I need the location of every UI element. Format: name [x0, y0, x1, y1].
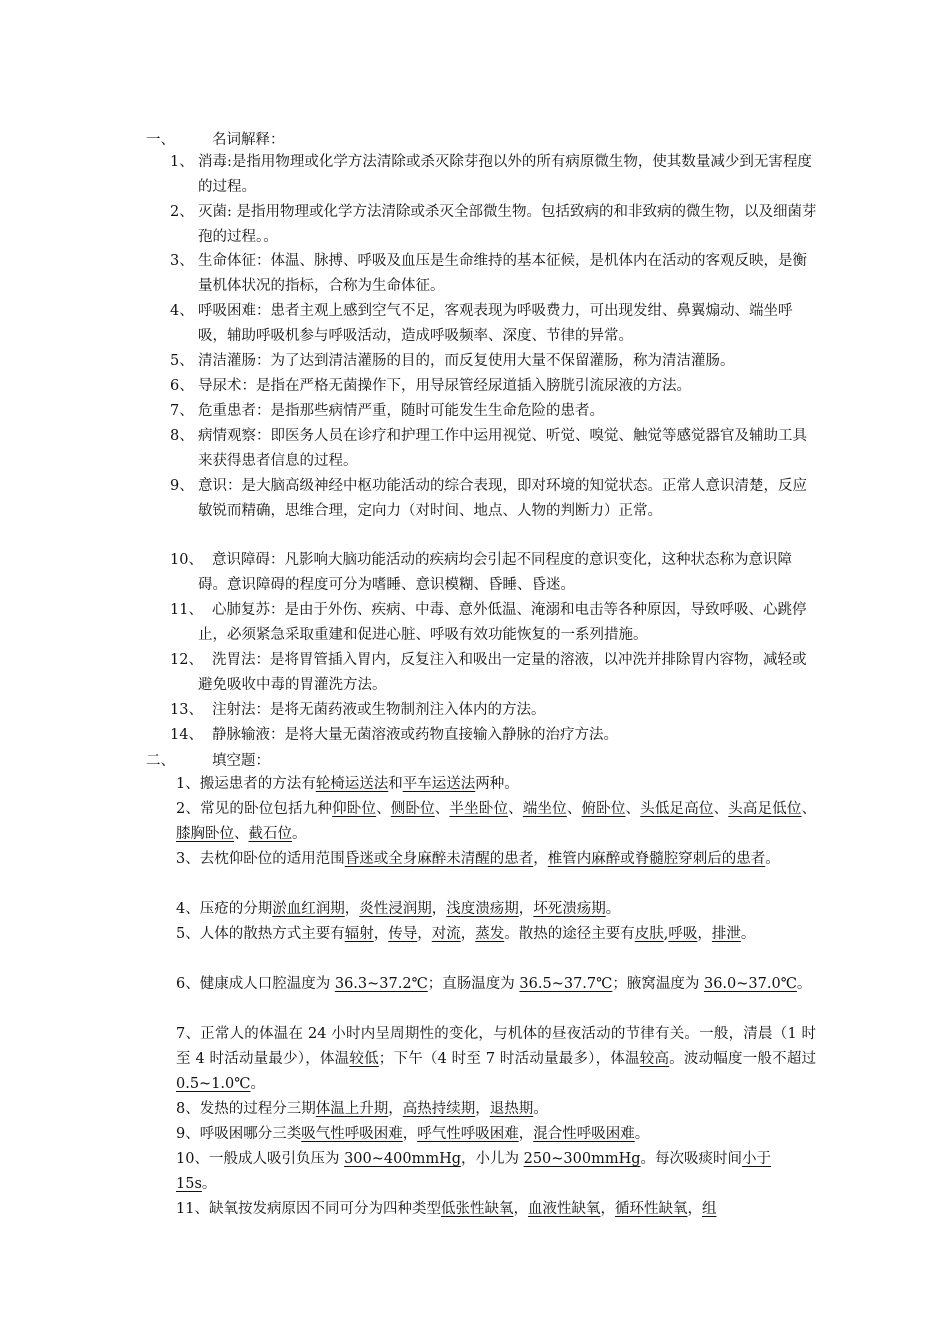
fill-item [176, 1197, 816, 1222]
fill-item [176, 972, 816, 997]
answer-blank: 体温上升期 [315, 1101, 389, 1117]
item-text: 意识：是大脑高级神经中枢功能活动的综合表现，即对环境的知觉状态。正常人意识清楚，反应敏锐而精确，思维合理，定向力（对时间、地点、人物的判断力）正常。 [198, 478, 807, 519]
question-text: ， [687, 1201, 702, 1217]
definition-item [170, 598, 820, 648]
question-text: 。 [292, 826, 307, 842]
answer-blank: 轮椅运送法 [315, 776, 389, 792]
question-text: 、 [508, 801, 523, 817]
answer-blank: 半坐卧位 [449, 801, 509, 817]
question-text: ， [373, 926, 389, 942]
question-text: 2、常见的卧位包括九种 [176, 801, 333, 817]
item-number: 5、 [170, 353, 194, 369]
item-number: 3、 [170, 253, 194, 269]
question-text: ， [600, 1201, 615, 1217]
answer-blank: 平车运送法 [402, 776, 476, 792]
answer-blank: 36.0~37.0℃ [703, 976, 797, 992]
fill-item [176, 847, 816, 872]
item-text: 生命体征：体温、脉搏、呼吸及血压是生命维持的基本征候，是机体内在活动的客观反映，是衡量机体状况的指标，合称为生命体征。 [198, 253, 807, 294]
answer-blank: 头高足低位 [728, 801, 802, 817]
question-text: ， [518, 901, 534, 917]
question-text: ， [460, 926, 476, 942]
answer-blank: 低张性缺氧 [440, 1201, 514, 1217]
fill-item [176, 772, 816, 797]
answer-blank: 炎性浸润期 [359, 901, 432, 917]
fill-item [176, 1122, 816, 1147]
question-text: 。 [250, 1076, 265, 1092]
answer-blank: 头低足高位 [640, 801, 714, 817]
answer-blank: 300~400mmHg [344, 1151, 461, 1167]
section-number: 一、 [146, 132, 175, 148]
section-title: 填空题： [212, 753, 270, 769]
answer-blank: 高热持续期 [402, 1101, 476, 1117]
answer-blank: 坏死溃疡期 [533, 901, 606, 917]
answer-blank: 截石位 [248, 826, 292, 842]
question-text: 3、去枕仰卧位的适用范围 [176, 851, 345, 867]
question-text: 。 [796, 976, 812, 992]
question-text: 、 [376, 801, 391, 817]
section-title: 名词解释： [212, 132, 285, 148]
definition-item [170, 474, 820, 524]
answer-blank: 组 [701, 1201, 717, 1217]
question-text: 11、缺氧按发病原因不同可分为四种类型 [176, 1201, 441, 1217]
section-heading-1 [146, 128, 285, 149]
question-text: ；下午（4 时至 7 时活动量最多），体温 [378, 1051, 640, 1067]
question-text: ， [402, 1126, 418, 1142]
item-text: 注射法：是将无菌药液或生物制剂注入体内的方法。 [212, 702, 546, 718]
item-number: 4、 [170, 303, 194, 319]
answer-blank: 膝胸卧位 [176, 826, 234, 842]
item-number: 7、 [170, 403, 194, 419]
question-text: 两种。 [475, 776, 519, 792]
definition-item [170, 349, 820, 374]
question-text: 。 [740, 926, 756, 942]
definition-item [170, 548, 820, 598]
answer-blank: 椎管内麻醉或脊髓腔穿刺后的患者 [547, 851, 766, 867]
fill-item [176, 897, 816, 922]
answer-blank: 退热期 [489, 1101, 534, 1117]
definition-item [170, 200, 820, 250]
answer-blank: 混合性呼吸困难 [533, 1126, 635, 1142]
fill-item [176, 1022, 816, 1097]
question-text: ， [344, 901, 360, 917]
definition-item [170, 399, 820, 424]
question-text: 9、呼吸困哪分三类 [176, 1126, 302, 1142]
question-text: ， [388, 1101, 403, 1117]
answer-blank: 小于 15s [176, 1151, 772, 1192]
question-text: ， [513, 1201, 528, 1217]
question-text: 1、搬运患者的方法有 [176, 776, 316, 792]
item-text: 意识障碍：凡影响大脑功能活动的疾病均会引起不同程度的意识变化，这种状态称为意识障碍。意识障碍的程度可分为嗜睡、意识模糊、昏睡、昏迷。 [198, 552, 792, 593]
question-text: 7、正常人的体温在 24 小时内呈周期性的变化，与机体的昼夜活动的节律有关。一般，清晨（1 时至 4 时活动量最少），体温 [176, 1026, 816, 1067]
question-text: 。 [765, 851, 780, 867]
answer-blank: 吸气性呼吸困难 [301, 1126, 403, 1142]
item-text: 心肺复苏：是由于外伤、疾病、中毒、意外低温、淹溺和电击等各种原因，导致呼吸、心跳停止，必须紧急采取重建和促进心脏、呼吸有效功能恢复的一系列措施。 [198, 602, 807, 643]
item-number: 14、 [170, 727, 203, 743]
question-text: 、 [234, 826, 249, 842]
item-text: 清洁灌肠：为了达到清洁灌肠的目的，而反复使用大量不保留灌肠，称为清洁灌肠。 [198, 353, 735, 369]
item-text: 洗胃法：是将胃管插入胃内，反复注入和吸出一定量的溶液，以冲洗并排除胃内容物，减轻或避免吸收中毒的胃灌洗方法。 [198, 652, 807, 693]
section-heading-2 [146, 749, 270, 770]
answer-blank: 蒸发 [475, 926, 505, 942]
question-text: 、 [801, 801, 817, 817]
answer-blank: 循环性缺氧 [614, 1201, 688, 1217]
question-text: ；直肠温度为 [427, 976, 520, 992]
answer-blank: 对流 [431, 926, 461, 942]
question-text: 。波动幅度一般不超过 [669, 1051, 817, 1067]
question-text: 、 [625, 801, 641, 817]
item-text: 危重患者：是指那些病情严重，随时可能发生生命危险的患者。 [198, 403, 604, 419]
definition-item [170, 648, 820, 698]
answer-blank: 皮肤 [634, 926, 664, 942]
answer-blank: 排泄 [711, 926, 741, 942]
answer-blank: 淤血红润期 [272, 901, 345, 917]
definition-item [170, 150, 820, 200]
fill-item [176, 1097, 816, 1122]
answer-blank: 浅度溃疡期 [446, 901, 519, 917]
question-text: 和 [388, 776, 403, 792]
question-text: 8、发热的过程分三期 [176, 1101, 316, 1117]
question-text: 4、压疮的分期 [176, 901, 273, 917]
question-text: , [663, 926, 669, 942]
item-text: 导尿术：是指在严格无菌操作下，用导尿管经尿道插入膀胱引流尿液的方法。 [198, 378, 691, 394]
item-number: 12、 [170, 652, 203, 668]
item-number: 9、 [170, 478, 194, 494]
answer-blank: 较低 [349, 1051, 379, 1067]
question-text: 10、一般成人吸引负压为 [176, 1151, 345, 1167]
item-text: 呼吸困难：患者主观上感到空气不足，客观表现为呼吸费力，可出现发绀、鼻翼煽动、端坐呼吸，辅助呼吸机参与呼吸活动，造成呼吸频率、深度、节律的异常。 [198, 303, 793, 344]
section-number: 二、 [146, 753, 175, 769]
question-text: 、 [434, 801, 450, 817]
answer-blank: 昏迷或全身麻醉未清醒的患者 [344, 851, 534, 867]
answer-blank: 侧卧位 [390, 801, 435, 817]
definition-item [170, 424, 820, 474]
item-number: 10、 [170, 552, 203, 568]
item-number: 2、 [170, 204, 194, 220]
question-text: ， [417, 926, 432, 942]
question-text: 。 [201, 1176, 217, 1192]
item-text: 病情观察：即医务人员在诊疗和护理工作中运用视觉、听觉、嗅觉、触觉等感觉器官及辅助工具来获得患者信息的过程。 [198, 428, 807, 469]
definition-item [170, 723, 820, 748]
question-text: 。 [533, 1101, 548, 1117]
question-text: ， [533, 851, 548, 867]
item-number: 8、 [170, 428, 194, 444]
question-text: 、 [713, 801, 729, 817]
question-text: ， [431, 901, 447, 917]
answer-blank: 血液性缺氧 [527, 1201, 601, 1217]
answer-blank: 0.5~1.0℃ [176, 1076, 251, 1092]
question-text: ， [518, 1126, 534, 1142]
answer-blank: 端坐位 [522, 801, 567, 817]
answer-blank: 呼吸 [668, 926, 698, 942]
answer-blank: 250~300mmHg [523, 1151, 641, 1167]
answer-blank: 俯卧位 [581, 801, 626, 817]
item-number: 11、 [170, 602, 203, 618]
fill-item [176, 1147, 816, 1197]
item-number: 6、 [170, 378, 194, 394]
question-text: ，小儿为 [461, 1151, 524, 1167]
fill-item [176, 922, 816, 947]
item-number: 13、 [170, 702, 203, 718]
answer-blank: 36.5~37.7℃ [519, 976, 613, 992]
question-text: 。每次吸痰时间 [640, 1151, 743, 1167]
fill-item [176, 797, 816, 847]
answer-blank: 辐射 [344, 926, 374, 942]
question-text: ， [697, 926, 712, 942]
item-text: 灭菌: 是指用物理或化学方法清除或杀灭全部微生物。包括致病的和非致病的微生物，以及细菌芽孢的过程。。 [198, 204, 817, 245]
question-text: 、 [566, 801, 582, 817]
item-text: 静脉输液：是将大量无菌溶液或药物直接输入静脉的治疗方法。 [212, 727, 618, 743]
answer-blank: 仰卧位 [332, 801, 377, 817]
definition-item [170, 299, 820, 349]
answer-blank: 呼气性呼吸困难 [417, 1126, 519, 1142]
question-text: 6、健康成人口腔温度为 [176, 976, 335, 992]
item-text: 消毒:是指用物理或化学方法清除或杀灭除芽孢以外的所有病原微生物，使其数量减少到无害程度的过程。 [198, 154, 812, 195]
item-number: 1、 [170, 154, 194, 170]
question-text: ；腋窝温度为 [612, 976, 704, 992]
answer-blank: 传导 [388, 926, 418, 942]
definition-item [170, 698, 820, 723]
question-text: 5、人体的散热方式主要有 [176, 926, 345, 942]
question-text: 。 [605, 901, 621, 917]
answer-blank: 较高 [639, 1051, 670, 1067]
definition-item [170, 374, 820, 399]
question-text: 。散热的途径主要有 [504, 926, 635, 942]
question-text: 。 [634, 1126, 650, 1142]
definition-item [170, 249, 820, 299]
question-text: ， [475, 1101, 490, 1117]
answer-blank: 36.3~37.2℃ [334, 976, 428, 992]
